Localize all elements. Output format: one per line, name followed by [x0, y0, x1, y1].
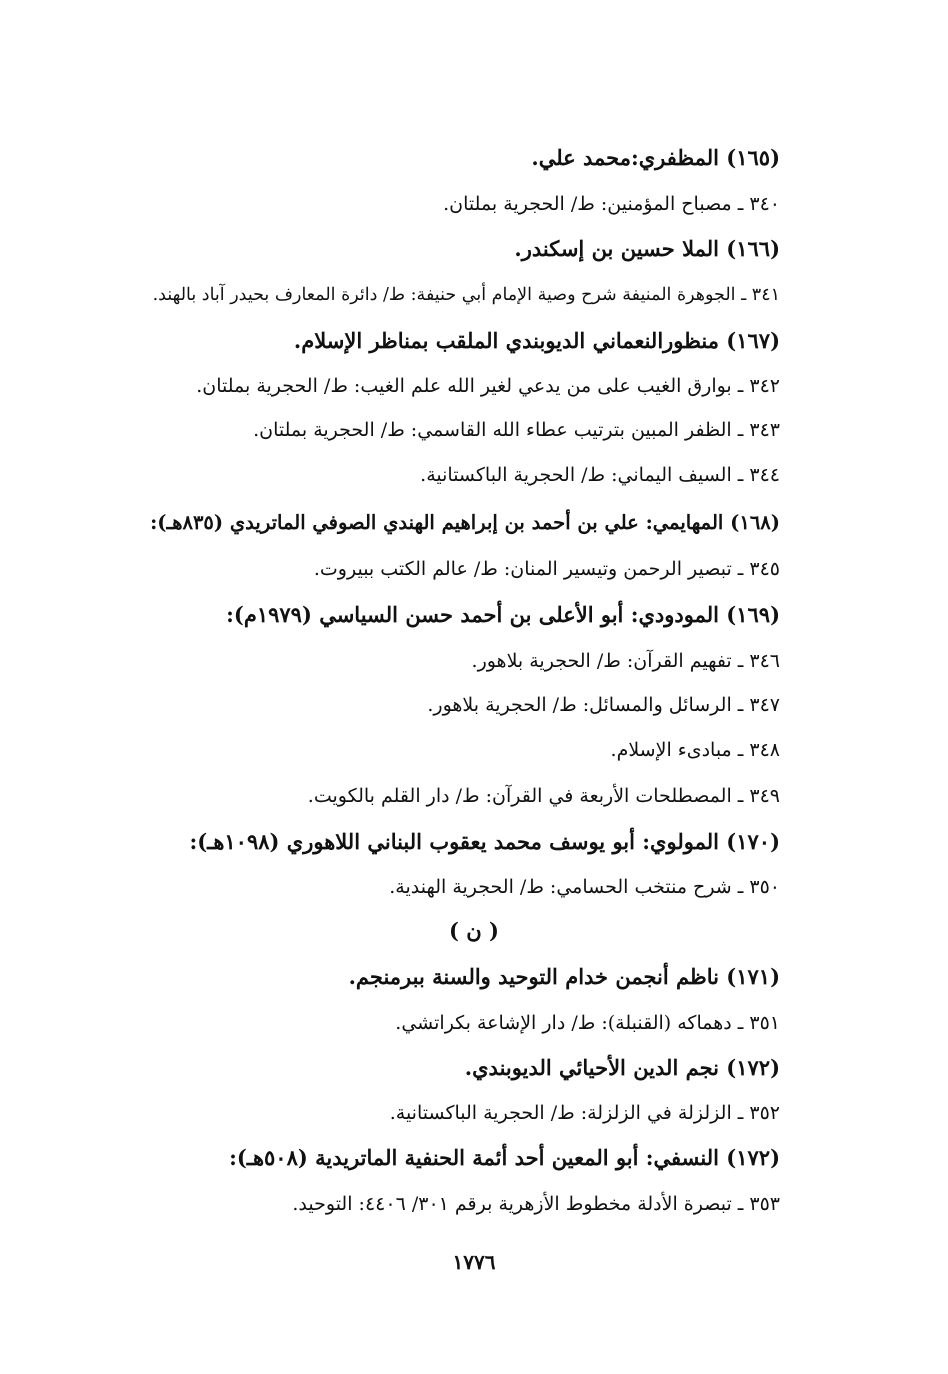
heading-169: (١٦٩) المودودي: أبو الأعلى بن أحمد حسن السياسي (١٩٧٩م): — [226, 602, 780, 627]
entry-353: ٣٥٣ ـ تبصرة الأدلة مخطوط الأزهرية برقم ٣٠١/ ٤٤٠٦: التوحيد. — [292, 1193, 780, 1215]
entry-344: ٣٤٤ ـ السيف اليماني: ط/ الحجرية الباكستانية. — [420, 464, 780, 486]
heading-170: (١٧٠) المولوي: أبو يوسف محمد يعقوب البناني اللاهوري (١٠٩٨هـ): — [189, 829, 780, 854]
heading-172-a: (١٧٢) نجم الدين الأحيائي الديوبندي. — [464, 1055, 780, 1080]
entry-340: ٣٤٠ ـ مصباح المؤمنين: ط/ الحجرية بملتان. — [443, 193, 780, 215]
heading-166: (١٦٦) الملا حسين بن إسكندر. — [514, 236, 780, 261]
entry-349: ٣٤٩ ـ المصطلحات الأربعة في القرآن: ط/ دار القلم بالكويت. — [307, 785, 780, 807]
entry-341: ٣٤١ ـ الجوهرة المنيفة شرح وصية الإمام أبي حنيفة: ط/ دائرة المعارف بحيدر آباد بالهند. — [152, 285, 780, 305]
entry-350: ٣٥٠ ـ شرح منتخب الحسامي: ط/ الحجرية الهندية. — [389, 876, 780, 898]
entry-351: ٣٥١ ـ دهماكه (القنبلة): ط/ دار الإشاعة بكراتشي. — [395, 1012, 780, 1034]
entry-345: ٣٤٥ ـ تبصير الرحمن وتيسير المنان: ط/ عالم الكتب ببيروت. — [313, 558, 780, 580]
heading-168: (١٦٨) المهايمي: علي بن أحمد بن إبراهيم الهندي الصوفي الماتريدي (٨٣٥هـ): — [150, 511, 780, 534]
section-letter-nun: ( ن ) — [449, 918, 499, 943]
entry-352: ٣٥٢ ـ الزلزلة في الزلزلة: ط/ الحجرية الباكستانية. — [389, 1102, 780, 1124]
entry-348: ٣٤٨ ـ مبادىء الإسلام. — [610, 739, 780, 761]
heading-172-b: (١٧٢) النسفي: أبو المعين أحد أئمة الحنفية الماتريدية (٥٠٨هـ): — [229, 1145, 780, 1170]
heading-167: (١٦٧) منظورالنعماني الديوبندي الملقب بمناظر الإسلام. — [293, 328, 780, 353]
heading-171: (١٧١) ناظم أنجمن خدام التوحيد والسنة ببرمنجم. — [348, 964, 780, 989]
entry-347: ٣٤٧ ـ الرسائل والمسائل: ط/ الحجرية بلاهور. — [427, 694, 780, 716]
heading-165: (١٦٥) المظفري:محمد علي. — [531, 145, 780, 170]
page-number: ١٧٧٦ — [452, 1250, 496, 1274]
entry-342: ٣٤٢ ـ بوارق الغيب على من يدعي لغير الله علم الغيب: ط/ الحجرية بملتان. — [196, 375, 780, 397]
entry-343: ٣٤٣ ـ الظفر المبين بترتيب عطاء الله القاسمي: ط/ الحجرية بملتان. — [253, 419, 780, 441]
entry-346: ٣٤٦ ـ تفهيم القرآن: ط/ الحجرية بلاهور. — [471, 650, 780, 672]
